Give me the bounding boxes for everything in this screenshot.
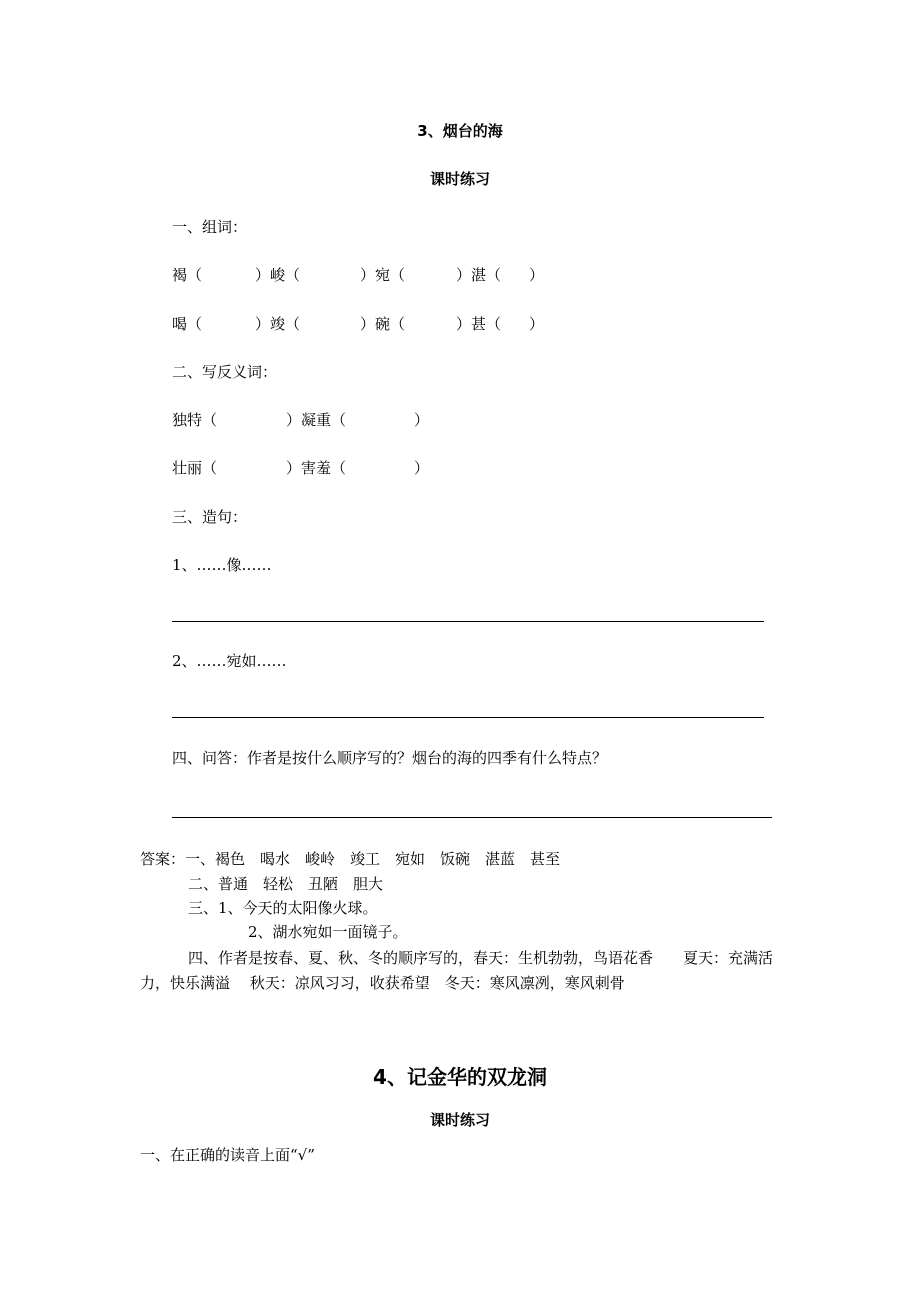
lesson4-q1: 一、在正确的读音上面“√” [140,1146,315,1164]
q1-row2-seg: ） [529,315,545,333]
q2-row1-seg: 独特（ [172,411,218,429]
q2-heading: 二、写反义词： [172,363,278,381]
q2-row1-seg: ）凝重（ [286,411,347,429]
q1-row1-seg: 褐（ [172,266,203,284]
answer-line-3: 三、1、今天的太阳像火球。 [188,899,378,917]
lesson3-subtitle: 课时练习 [429,170,490,188]
answer-paragraph-4: 四、作者是按春、夏、秋、冬的顺序写的，春天：生机勃勃，鸟语花香 夏天：充满活力，快乐满溢 秋天：凉风习习，收获希望 冬天：寒风凛冽，寒风刺骨 [140,949,774,992]
lesson3-title: 3、烟台的海 [417,122,503,140]
q3-item2: 2、……宛如…… [172,652,287,670]
q1-row1-seg: ）宛（ [360,266,406,284]
answer-line [172,817,772,818]
q1-row2-seg: ）竣（ [255,315,301,333]
answer-line-1: 答案：一、褐色 喝水 峻岭 竣工 宛如 饭碗 湛蓝 甚至 [140,850,561,868]
q3-item1: 1、……像…… [172,556,272,574]
q2-row2-seg: ） [414,459,430,477]
lesson4-subtitle: 课时练习 [429,1111,490,1129]
answer-line [172,717,764,718]
q3-heading: 三、造句： [172,508,248,526]
q1-heading: 一、组词： [172,218,248,236]
q2-row1-seg: ） [414,411,430,429]
q1-row2-seg: ）碗（ [360,315,406,333]
q1-row1-seg: ）湛（ [456,266,502,284]
answer-line-4: 2、湖水宛如一面镜子。 [248,923,408,941]
q1-row1-seg: ） [529,266,545,284]
q4-heading: 四、问答：作者是按什么顺序写的？烟台的海的四季有什么特点？ [172,749,608,767]
lesson4-title: 4、记金华的双龙洞 [373,1065,547,1089]
q1-row2-seg: 喝（ [172,315,203,333]
q1-row1-seg: ）峻（ [255,266,301,284]
answer-line [172,621,764,622]
q2-row2-seg: ）害羞（ [286,459,347,477]
q2-row2-seg: 壮丽（ [172,459,218,477]
answer-line-2: 二、普通 轻松 丑陋 胆大 [188,875,384,893]
q1-row2-seg: ）甚（ [456,315,502,333]
